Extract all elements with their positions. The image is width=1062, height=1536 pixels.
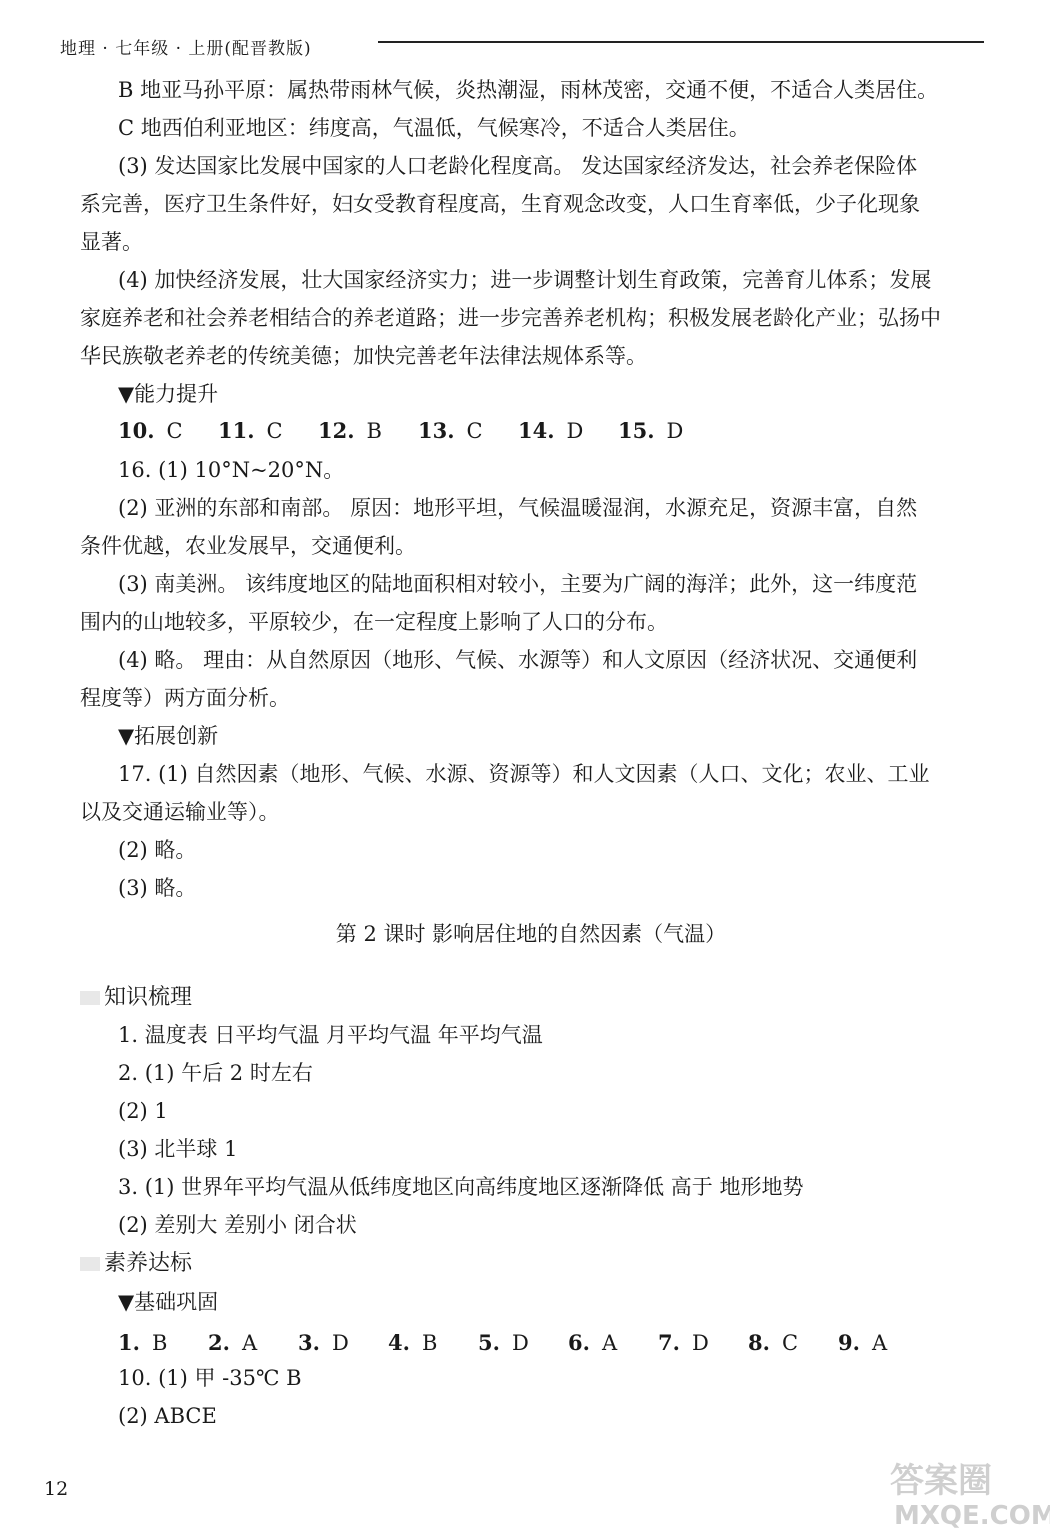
answer-letter: C <box>466 419 483 443</box>
answer-item <box>418 418 483 443</box>
text-line: (4) 加快经济发展，壮大国家经济实力；进一步调整计划生育政策，完善育儿体系；发展 <box>118 268 932 292</box>
answer-item <box>118 1330 167 1355</box>
answer-item <box>518 418 583 443</box>
text-line: (3) 北半球 1 <box>118 1137 238 1161</box>
answer-letter: A <box>601 1331 618 1355</box>
answer-letter: A <box>871 1331 888 1355</box>
answer-letter: D <box>331 1331 349 1355</box>
lesson-title: 第 2 课时 影响居住地的自然因素（气温） <box>335 922 727 946</box>
page-number: 12 <box>44 1478 69 1500</box>
running-header <box>60 34 984 58</box>
answer-number: 2. <box>208 1330 230 1355</box>
section-literacy-label: 素养达标 <box>104 1251 193 1276</box>
answer-number: 3. <box>298 1330 320 1355</box>
text-line: 围内的山地较多，平原较少，在一定程度上影响了人口的分布。 <box>80 610 668 634</box>
answer-letter: C <box>166 419 183 443</box>
section-marker <box>80 991 100 1005</box>
answer-item <box>478 1330 529 1355</box>
answer-item <box>208 1330 257 1355</box>
answer-number: 8. <box>748 1330 770 1355</box>
header-title: 地理 · 七年级 · 上册(配晋教版) <box>60 39 312 59</box>
section-literacy <box>80 1246 192 1277</box>
answer-item <box>318 418 382 443</box>
text-line: 16. (1) 10°N~20°N。 <box>118 458 345 482</box>
answer-item <box>618 418 683 443</box>
svg-text:答案圈: 答案圈 <box>890 1461 992 1501</box>
text-line: (2) ABCE <box>118 1404 217 1428</box>
answer-letter: D <box>666 419 684 443</box>
answer-letter: D <box>566 419 584 443</box>
text-line: (3) 略。 <box>118 876 197 900</box>
text-line: B 地亚马孙平原：属热带雨林气候，炎热潮湿，雨林茂密，交通不便，不适合人类居住。 <box>118 78 939 102</box>
text-line: 华民族敬老养老的传统美德；加快完善老年法律法规体系等。 <box>80 344 647 368</box>
text-line: 1. 温度表 日平均气温 月平均气温 年平均气温 <box>118 1023 543 1047</box>
answer-number: 9. <box>838 1330 860 1355</box>
answer-number: 1. <box>118 1330 140 1355</box>
answer-letter: B <box>366 419 382 443</box>
answer-letter: B <box>151 1331 168 1355</box>
answer-letter: B <box>421 1331 438 1355</box>
answer-number: 6. <box>568 1330 590 1355</box>
answer-item <box>118 418 183 443</box>
answer-number: 7. <box>658 1330 680 1355</box>
header-rule <box>378 41 984 43</box>
text-line: 10. (1) 甲 -35℃ B <box>118 1366 302 1390</box>
section-marker <box>80 1257 100 1271</box>
answer-letter: C <box>266 419 283 443</box>
text-line: 3. (1) 世界年平均气温从低纬度地区向高纬度地区逐渐降低 高于 地形地势 <box>118 1175 804 1199</box>
text-line: 程度等）两方面分析。 <box>80 686 290 710</box>
watermark-logo-graphic <box>880 1450 1050 1530</box>
text-line: (3) 发达国家比发展中国家的人口老龄化程度高。 发达国家经济发达，社会养老保险体 <box>118 154 918 178</box>
text-line: 系完善，医疗卫生条件好，妇女受教育程度高，生育观念改变，人口生育率低，少子化现象 <box>80 192 920 216</box>
text-line: 条件优越，农业发展早，交通便利。 <box>80 534 416 558</box>
text-line: ▼基础巩固 <box>118 1290 219 1314</box>
answer-number: 15. <box>618 418 655 443</box>
answer-number: 4. <box>388 1330 410 1355</box>
answer-item <box>568 1330 617 1355</box>
answer-item <box>218 418 283 443</box>
answer-letter: D <box>511 1331 529 1355</box>
text-line: (2) 亚洲的东部和南部。 原因：地形平坦，气候温暖湿润，水源充足，资源丰富，自然 <box>118 496 918 520</box>
answer-number: 14. <box>518 418 555 443</box>
answer-number: 13. <box>418 418 455 443</box>
text-line: 2. (1) 午后 2 时左右 <box>118 1061 313 1085</box>
text-line: (2) 差别大 差别小 闭合状 <box>118 1213 357 1237</box>
text-line: 以及交通运输业等）。 <box>80 800 280 824</box>
text-line: 17. (1) 自然因素（地形、气候、水源、资源等）和人文因素（人口、文化；农业、工业 <box>118 762 930 786</box>
answer-item <box>658 1330 709 1355</box>
text-line: (4) 略。 理由：从自然原因（地形、气候、水源等）和人文原因（经济状况、交通便利 <box>118 648 918 672</box>
text-line: 显著。 <box>80 230 143 254</box>
answer-letter: C <box>781 1331 799 1355</box>
text-line: ▼拓展创新 <box>118 724 219 748</box>
section-knowledge-label: 知识梳理 <box>104 985 193 1010</box>
answer-item <box>838 1330 887 1355</box>
text-line: (2) 略。 <box>118 838 197 862</box>
text-line: (3) 南美洲。 该纬度地区的陆地面积相对较小，主要为广阔的海洋；此外，这一纬度范 <box>118 572 918 596</box>
answer-number: 5. <box>478 1330 500 1355</box>
text-line: C 地西伯利亚地区：纬度高，气温低，气候寒冷，不适合人类居住。 <box>118 116 750 140</box>
text-line: ▼能力提升 <box>118 382 219 406</box>
answer-number: 11. <box>218 418 255 443</box>
watermark-logo <box>880 1450 1050 1530</box>
answer-item <box>748 1330 798 1355</box>
section-knowledge <box>80 980 192 1011</box>
answer-letter: D <box>691 1331 709 1355</box>
answer-item <box>388 1330 437 1355</box>
text-line: (2) 1 <box>118 1099 168 1123</box>
answer-item <box>298 1330 349 1355</box>
text-line: 家庭养老和社会养老相结合的养老道路；进一步完善养老机构；积极发展老龄化产业；弘扬中 <box>80 306 941 330</box>
answer-number: 12. <box>318 418 355 443</box>
answer-letter: A <box>241 1331 258 1355</box>
answer-number: 10. <box>118 418 155 443</box>
svg-text:MXQE.COM: MXQE.COM <box>894 1501 1050 1530</box>
